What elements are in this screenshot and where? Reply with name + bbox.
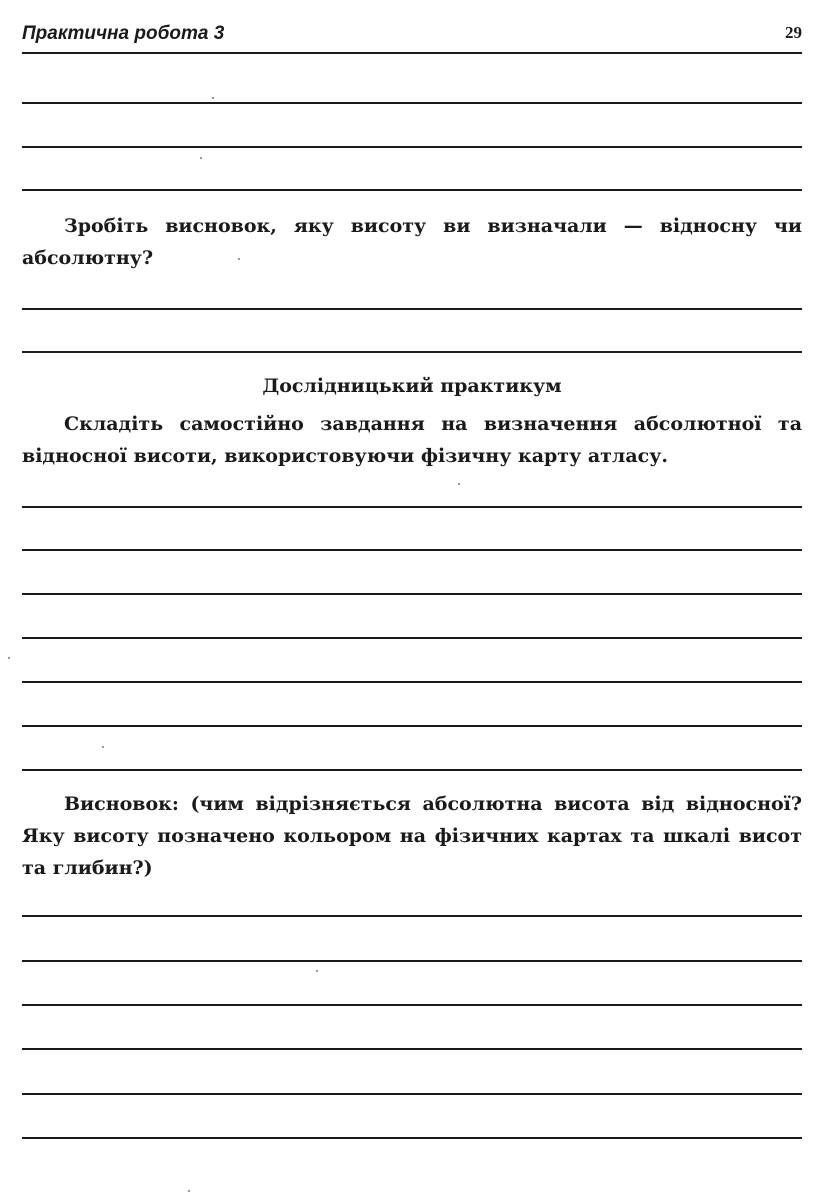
answer-line[interactable] bbox=[22, 681, 802, 683]
research-task: Складіть самостійно завдання на визначення абсолютної та відносної висоти, використовуючи фізичну карту атласу. bbox=[22, 413, 802, 467]
scan-speck bbox=[316, 970, 318, 972]
answer-line[interactable] bbox=[22, 769, 802, 771]
answer-line[interactable] bbox=[22, 725, 802, 727]
answer-line[interactable] bbox=[22, 1093, 802, 1095]
answer-line[interactable] bbox=[22, 960, 802, 962]
answer-line[interactable] bbox=[22, 351, 802, 353]
answer-line[interactable] bbox=[22, 915, 802, 917]
final-conclusion-prompt bbox=[22, 788, 802, 884]
scan-speck bbox=[238, 258, 240, 260]
conclusion-text: (чим відрізняється абсолютна висота від відносної? Яку висоту позначено кольором на фізичних картах та шкалі висот та глибин?) bbox=[22, 793, 802, 879]
answer-line[interactable] bbox=[22, 102, 802, 104]
scan-speck bbox=[458, 483, 460, 485]
answer-line[interactable] bbox=[22, 1004, 802, 1006]
scan-speck bbox=[212, 97, 214, 99]
answer-line[interactable] bbox=[22, 506, 802, 508]
scan-speck bbox=[188, 1190, 190, 1192]
conclusion-question: Зробіть висновок, яку висоту ви визначали — відносну чи абсолютну? bbox=[22, 215, 802, 269]
scan-speck bbox=[102, 746, 104, 748]
practical-work-title: Практична робота 3 bbox=[22, 23, 225, 44]
answer-line[interactable] bbox=[22, 308, 802, 310]
answer-line[interactable] bbox=[22, 146, 802, 148]
scan-speck bbox=[200, 157, 202, 159]
conclusion-label: Висновок: bbox=[64, 793, 179, 815]
answer-line[interactable] bbox=[22, 1137, 802, 1139]
answer-line[interactable] bbox=[22, 593, 802, 595]
research-workshop-heading: Дослідницький практикум bbox=[262, 375, 562, 397]
page-number: 29 bbox=[785, 23, 802, 42]
answer-line[interactable] bbox=[22, 1048, 802, 1050]
answer-line[interactable] bbox=[22, 189, 802, 191]
page-header bbox=[22, 22, 802, 54]
answer-line[interactable] bbox=[22, 549, 802, 551]
scan-speck bbox=[8, 657, 10, 659]
answer-line[interactable] bbox=[22, 637, 802, 639]
